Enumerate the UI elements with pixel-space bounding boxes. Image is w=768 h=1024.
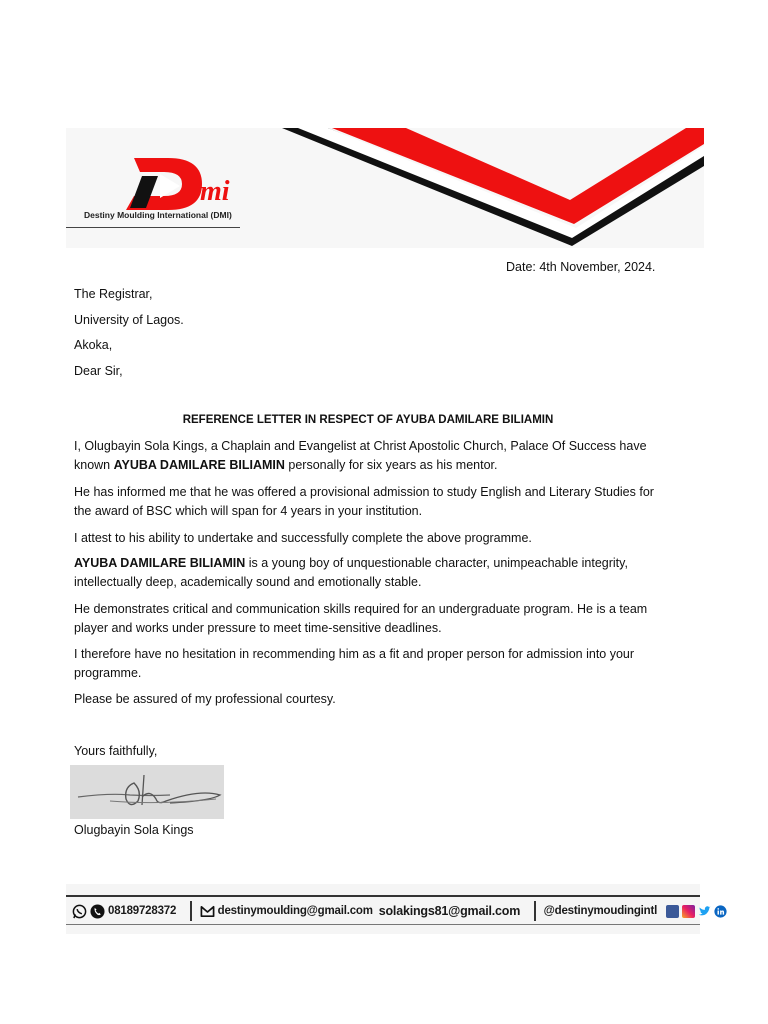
recipient-line-3: Akoka, [74,338,113,352]
paragraph-4-text: is a young boy of unquestionable character, unimpeachable integrity, intellectually deep, academically sound and emotionally stable. [74,556,628,589]
recipient-line-1: The Registrar, [74,287,153,301]
linkedin-icon[interactable] [714,905,727,918]
paragraph-1-text: I, Olugbayin Sola Kings, a Chaplain and Evangelist at Christ Apostolic Church, Palace Of Success have known [74,439,647,472]
paragraph-4 [74,554,664,592]
salutation: Dear Sir, [74,364,123,378]
footer-separator [190,901,192,921]
twitter-icon[interactable] [698,905,711,918]
mail-icon [200,904,215,919]
paragraph-1-tail: personally for six years as his mentor. [284,458,498,472]
paragraph-7: Please be assured of my professional courtesy. [74,692,336,706]
footer-separator [534,901,536,921]
footer-contacts [72,900,727,922]
paragraph-2: He has informed me that he was offered a provisional admission to study English and Literary Studies for the award of BSC which will span for 4 years in your institution. [74,485,654,518]
company-name: Destiny Moulding International (DMI) [84,210,232,220]
signature-image [70,765,224,819]
letter-footer [66,884,700,934]
letterhead [66,128,704,248]
paragraph-6: I therefore have no hesitation in recommending him as a fit and proper person for admission into your programme. [74,647,635,680]
paragraph-1 [74,437,664,475]
footer-email-2[interactable]: solakings81@gmail.com [378,904,521,918]
svg-text:mi: mi [200,176,230,207]
signer-name: Olugbayin Sola Kings [74,823,194,837]
footer-email-1[interactable]: destinymoulding@gmail.com [217,905,373,917]
candidate-name: AYUBA DAMILARE BILIAMIN [113,458,285,472]
paragraph-5: He demonstrates critical and communication skills required for an undergraduate program. He is a team player and works under pressure to meet time-sensitive deadlines. [74,602,648,635]
footer-phone[interactable]: 08189728372 [108,905,177,917]
letter-date: Date: 4th November, 2024. [506,260,656,274]
instagram-icon[interactable] [682,905,695,918]
footer-divider-top [66,895,700,897]
phone-icon [90,904,105,919]
paragraph-3: I attest to his ability to undertake and successfully complete the above programme. [74,531,532,545]
candidate-name: AYUBA DAMILARE BILIAMIN [74,556,246,570]
footer-divider-bottom [66,924,700,925]
facebook-icon[interactable] [666,905,679,918]
letterhead-divider [66,227,240,228]
recipient-line-2: University of Lagos. [74,313,184,327]
letter-subject: REFERENCE LETTER IN RESPECT OF AYUBA DAMILARE BILIAMIN [182,414,554,426]
closing: Yours faithfully, [74,744,158,758]
whatsapp-icon [72,904,87,919]
footer-social-handle[interactable]: @destinymoudingintl [543,905,658,917]
